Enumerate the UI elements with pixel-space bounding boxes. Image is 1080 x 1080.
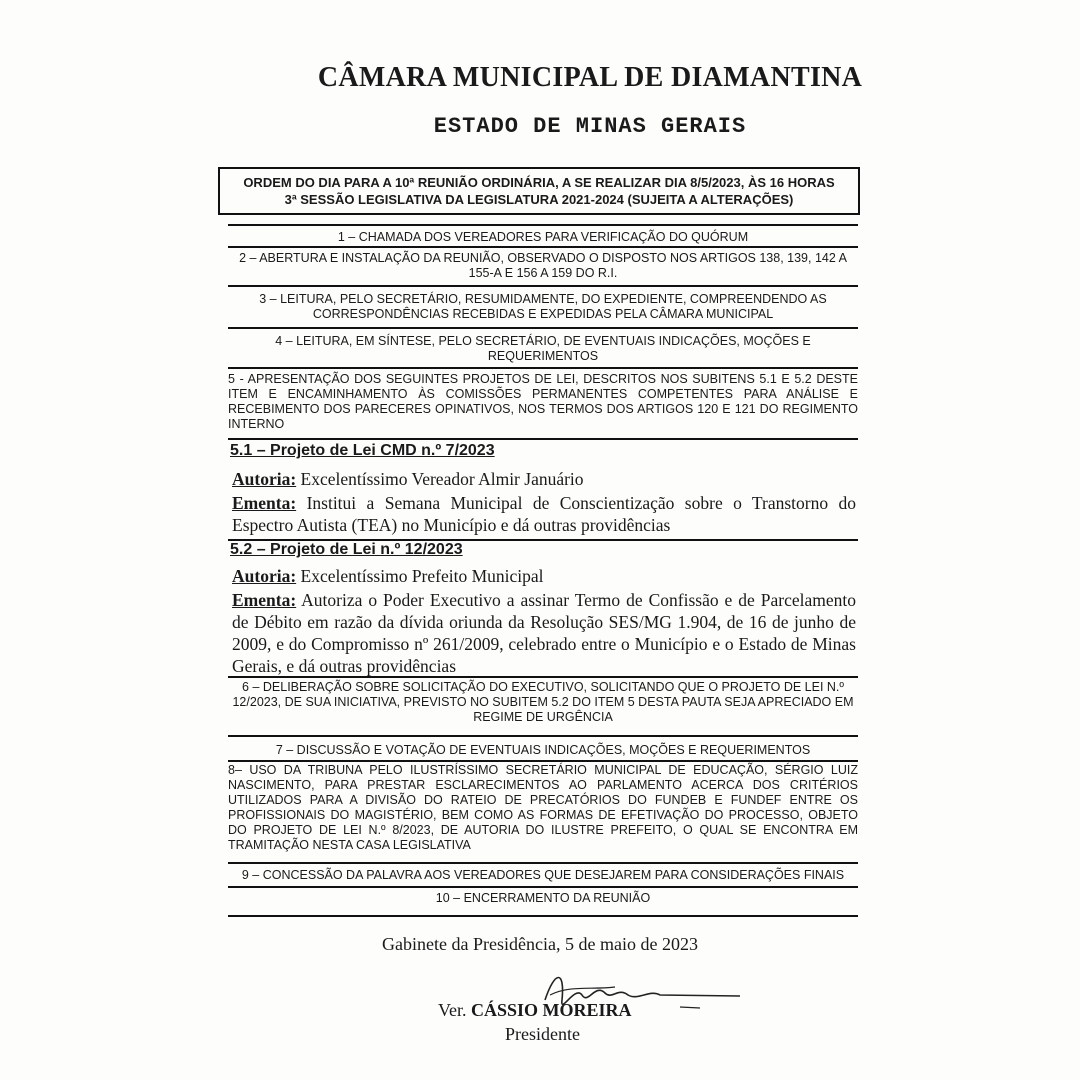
ementa-value: Institui a Semana Municipal de Conscientização sobre o Transtorno do Espectro Autista (TEA) no Município e dá outras providências: [232, 493, 857, 535]
project-2-heading: 5.2 – Projeto de Lei n.º 12/2023: [230, 541, 463, 558]
ementa-label: Ementa:: [232, 493, 297, 513]
agenda-item-2: 2 – ABERTURA E INSTALAÇÃO DA REUNIÃO, OBSERVADO O DISPOSTO NOS ARTIGOS 138, 139, 142 A 155-A E 156 A 159 DO R.I.: [239, 251, 847, 280]
autoria-value: Excelentíssimo Vereador Almir Januário: [300, 469, 584, 489]
document-subtitle: ESTADO DE MINAS GERAIS: [433, 114, 747, 139]
autoria-label: Autoria:: [232, 469, 297, 489]
project-2-ementa: [232, 589, 856, 677]
document-title: CÂMARA MUNICIPAL DE DIAMANTINA: [317, 62, 863, 93]
signer-line: [438, 1000, 632, 1021]
ementa-label: Ementa:: [232, 590, 297, 610]
divider: [228, 224, 858, 226]
divider: [228, 246, 858, 248]
agenda-item-10: 10 – ENCERRAMENTO DA REUNIÃO: [435, 891, 651, 905]
project-1-autoria: [232, 468, 856, 490]
divider: [228, 915, 858, 917]
agenda-header-line1: ORDEM DO DIA PARA A 10ª REUNIÃO ORDINÁRIA, A SE REALIZAR DIA 8/5/2023, ÀS 16 HORAS: [243, 175, 835, 190]
project-2-autoria: [232, 565, 856, 587]
divider: [228, 676, 858, 678]
agenda-item-1: 1 – CHAMADA DOS VEREADORES PARA VERIFICAÇÃO DO QUÓRUM: [337, 230, 749, 244]
agenda-item-8: 8– USO DA TRIBUNA PELO ILUSTRÍSSIMO SECRETÁRIO MUNICIPAL DE EDUCAÇÃO, SÉRGIO LUIZ NASCIMENTO, PARA PRESTAR ESCLARECIMENTOS AO PARLAMENTO ACERCA DOS CRITÉRIOS UTILIZADOS PARA A DIVISÃO DO RATEIO DE PRECATÓRIOS DO FUNDEB E FUNDEF ENTRE OS PROFISSIONAIS DO MAGISTÉRIO, BEM COMO AS FORMAS DE EFETIVAÇÃO DO PROCESSO, OBJETO DO PROJETO DE LEI N.º 8/2023, DE AUTORIA DO ILUSTRE PREFEITO, O QUAL SE ENCONTRA EM TRAMITAÇÃO NESTA CASA LEGISLATIVA: [228, 763, 858, 852]
divider: [228, 760, 858, 762]
agenda-item-3: 3 – LEITURA, PELO SECRETÁRIO, RESUMIDAMENTE, DO EXPEDIENTE, COMPREENDENDO AS CORRESPONDÊNCIAS RECEBIDAS E EXPEDIDAS PELA CÂMARA MUNICIPAL: [259, 292, 827, 321]
signer-name: CÁSSIO MOREIRA: [471, 1000, 632, 1020]
agenda-item-9: 9 – CONCESSÃO DA PALAVRA AOS VEREADORES QUE DESEJAREM PARA CONSIDERAÇÕES FINAIS: [241, 868, 845, 882]
agenda-item-6: 6 – DELIBERAÇÃO SOBRE SOLICITAÇÃO DO EXECUTIVO, SOLICITANDO QUE O PROJETO DE LEI N.º 12/2023, DE SUA INICIATIVA, PREVISTO NO SUBITEM 5.2 DO ITEM 5 DESTA PAUTA SEJA APRECIADO EM REGIME DE URGÊNCIA: [232, 680, 854, 724]
project-1-ementa: [232, 492, 856, 536]
agenda-header-box: [218, 167, 860, 215]
divider: [228, 438, 858, 440]
divider: [228, 862, 858, 864]
place-date: Gabinete da Presidência, 5 de maio de 2023: [382, 934, 698, 954]
signer-prefix: Ver.: [438, 1000, 467, 1020]
ementa-value: Autoriza o Poder Executivo a assinar Termo de Confissão e de Parcelamento de Débito em razão da dívida oriunda da Resolução SES/MG 1.904, de 16 de junho de 2009, e do Compromisso nº 261/2009, celebrado entre o Município e o Estado de Minas Gerais, e dá outras providências: [232, 590, 856, 676]
autoria-label: Autoria:: [232, 566, 297, 586]
agenda-item-7: 7 – DISCUSSÃO E VOTAÇÃO DE EVENTUAIS INDICAÇÕES, MOÇÕES E REQUERIMENTOS: [275, 743, 811, 757]
autoria-value: Excelentíssimo Prefeito Municipal: [300, 566, 544, 586]
divider: [228, 327, 858, 329]
divider: [228, 886, 858, 888]
divider: [228, 285, 858, 287]
divider: [228, 367, 858, 369]
agenda-item-4: 4 – LEITURA, EM SÍNTESE, PELO SECRETÁRIO, DE EVENTUAIS INDICAÇÕES, MOÇÕES E REQUERIMENTOS: [275, 334, 811, 363]
divider: [228, 735, 858, 737]
signer-role: Presidente: [505, 1024, 580, 1044]
project-1-heading: 5.1 – Projeto de Lei CMD n.º 7/2023: [230, 442, 495, 459]
agenda-item-5: 5 - APRESENTAÇÃO DOS SEGUINTES PROJETOS DE LEI, DESCRITOS NOS SUBITENS 5.1 E 5.2 DESTE ITEM E ENCAMINHAMENTO ÀS COMISSÕES PERMANENTES COMPETENTES PARA ANÁLISE E RECEBIMENTO DOS PARECERES OPINATIVOS, NOS TERMOS DOS ARTIGOS 120 E 121 DO REGIMENTO INTERNO: [228, 372, 858, 431]
agenda-header-line2: 3ª SESSÃO LEGISLATIVA DA LEGISLATURA 2021-2024 (SUJEITA A ALTERAÇÕES): [284, 192, 794, 207]
